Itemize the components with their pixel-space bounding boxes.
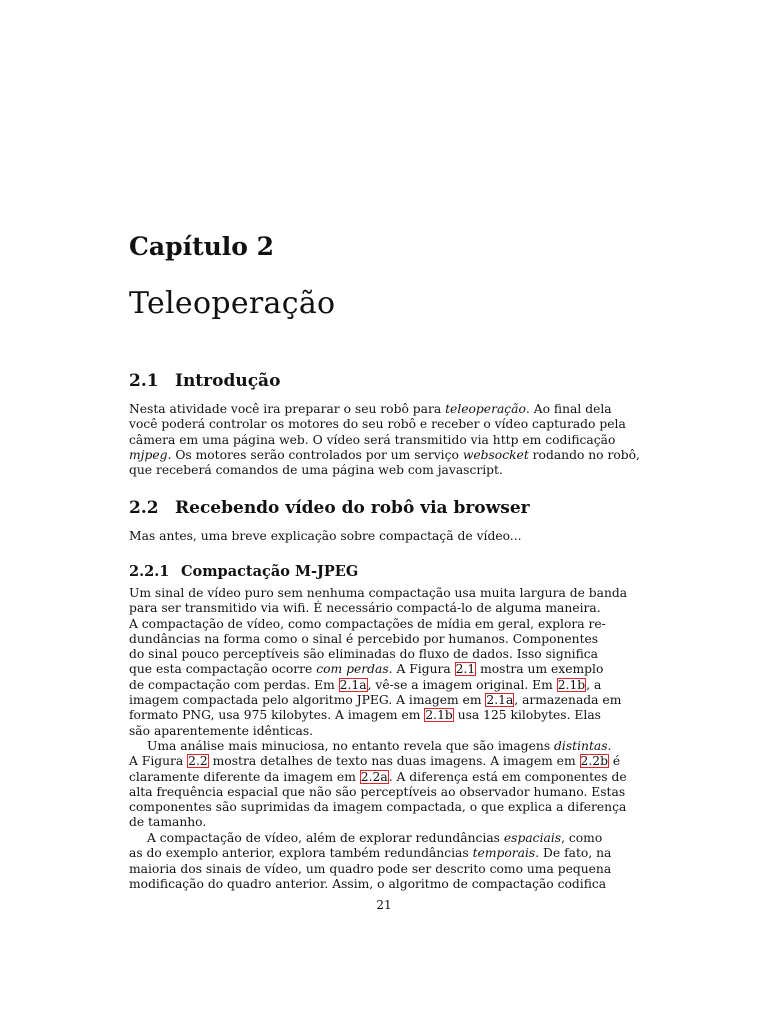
text-run: claramente diferente da imagem em (129, 769, 360, 784)
text-line (129, 815, 573, 830)
text-run: A compactação de vídeo, além de explorar redundâncias (147, 831, 504, 845)
section-title: Recebendo vídeo do robô via browser (175, 498, 530, 518)
cross-reference-link[interactable]: 2.1b (557, 677, 586, 692)
cross-reference-link[interactable]: 2.1a (339, 677, 367, 692)
text-run: Um sinal de vídeo puro sem nenhuma compactação usa muita largura de banda (129, 586, 628, 600)
text-run: usa 125 kilobytes. Elas (453, 708, 601, 723)
cross-reference-link[interactable]: 2.1a (486, 693, 514, 708)
emphasis: com perdas (316, 662, 389, 677)
text-run: Uma análise mais minuciosa, no entanto revela que são imagens (147, 739, 555, 753)
text-run: . A Figura (388, 662, 455, 677)
text-run: de compactação com perdas. Em (129, 677, 339, 692)
text-run: . Ao final dela (525, 402, 612, 416)
text-run: componentes são suprimidas da imagem compactada, o que explica a diferença (129, 800, 627, 815)
text-run: Nesta atividade você ira preparar o seu robô para (129, 402, 446, 416)
text-run: mostra detalhes de texto nas duas imagens. A imagem em (208, 754, 580, 769)
text-line (129, 402, 612, 417)
emphasis: temporais (472, 846, 536, 861)
cross-reference-link[interactable]: 2.2b (580, 754, 608, 769)
text-line (129, 846, 612, 861)
emphasis: websocket (462, 447, 529, 462)
section-heading-recebendo-video (129, 498, 573, 518)
text-line (129, 724, 573, 739)
text-line (129, 586, 628, 601)
text-line (129, 739, 612, 754)
text-run: maioria dos sinais de vídeo, um quadro pode ser descrito como uma pequena (129, 861, 612, 876)
text-run: alta frequência espacial que não são perceptíveis ao observador humano. Estas (129, 784, 626, 799)
text-line (129, 800, 627, 815)
intro-paragraph (129, 402, 640, 478)
text-run: . (607, 739, 612, 753)
text-line (129, 708, 601, 723)
text-line (129, 432, 616, 448)
text-line (129, 662, 604, 677)
text-line (129, 417, 626, 432)
text-run: , como (561, 831, 603, 845)
text-run: , vê-se a imagem original. Em (367, 677, 557, 692)
text-run: A compactação de vídeo, como compactações de mídia em geral, explora re- (129, 616, 606, 631)
text-line (129, 876, 607, 892)
text-run: câmera em uma página web. O vídeo será transmitido via http em codificação (129, 432, 616, 447)
text-line (129, 693, 622, 708)
text-run: para ser transmitido via wifi. É necessário compactá-lo de alguma maneira. (129, 601, 601, 616)
text-run: você poderá controlar os motores do seu robô e receber o vídeo capturado pela (129, 417, 626, 432)
text-line (129, 831, 603, 846)
text-run: que esta compactação ocorre (129, 662, 317, 677)
text-run: mostra um exemplo (476, 662, 604, 677)
text-line (129, 677, 602, 693)
text-line (129, 463, 573, 478)
text-run: , a (586, 677, 602, 692)
text-line (129, 754, 621, 769)
text-line (129, 769, 627, 785)
cross-reference-link[interactable]: 2.1b (425, 708, 453, 723)
section-title: Introdução (175, 371, 281, 391)
text-run: as do exemplo anterior, explora também redundâncias (129, 846, 473, 861)
text-run: formato PNG, usa 975 kilobytes. A imagem em (129, 708, 425, 723)
text-run: é (608, 754, 621, 769)
body-paragraph-1 (129, 586, 628, 739)
section-heading-introducao (129, 371, 573, 391)
section-number: 2.2 (129, 498, 159, 518)
emphasis: distintas (554, 739, 608, 753)
text-run: de tamanho. (129, 815, 207, 830)
text-line (129, 447, 640, 463)
page-number: 21 (376, 898, 392, 912)
text-line (129, 784, 626, 800)
text-run: dundâncias na forma como o sinal é percebido por humanos. Componentes (129, 631, 599, 646)
text-run: modificação do quadro anterior. Assim, o algoritmo de compactação codifica (129, 876, 607, 891)
text-line (129, 647, 598, 662)
text-run: são aparentemente idênticas. (129, 723, 314, 738)
text-line (129, 616, 606, 632)
text-run: . A diferença está em componentes de (388, 769, 627, 784)
section-intro-text: Mas antes, uma breve explicação sobre compactaçã de vídeo... (129, 529, 522, 543)
text-run: . De fato, na (535, 846, 612, 861)
text-line (129, 861, 612, 877)
chapter-title: Teleoperação (129, 286, 336, 321)
subsection-number: 2.2.1 (129, 563, 170, 580)
text-run: , armazenada em (514, 693, 622, 708)
chapter-label: Capítulo 2 (129, 232, 275, 261)
text-run: rodando no robô, (528, 447, 640, 462)
cross-reference-link[interactable]: 2.2a (360, 769, 388, 784)
cross-reference-link[interactable]: 2.1 (455, 662, 476, 677)
text-run: A Figura (129, 754, 188, 769)
text-line (129, 631, 599, 647)
emphasis: teleoperação (445, 402, 526, 416)
text-run: . Os motores serão controlados por um serviço (167, 447, 463, 462)
text-line (129, 601, 601, 616)
subsection-title: Compactação M-JPEG (181, 563, 359, 580)
text-run: do sinal pouco perceptíveis são eliminadas do fluxo de dados. Isso significa (129, 647, 598, 662)
section-number: 2.1 (129, 371, 159, 391)
emphasis: espaciais (503, 831, 562, 845)
text-run: que receberá comandos de uma página web com javascript. (129, 463, 503, 478)
cross-reference-link[interactable]: 2.2 (188, 754, 208, 769)
emphasis: mjpeg (129, 447, 168, 462)
body-paragraph-3 (129, 831, 612, 892)
subsection-heading-mjpeg (129, 563, 573, 580)
body-paragraph-2 (129, 739, 627, 831)
text-run: imagem compactada pelo algoritmo JPEG. A imagem em (129, 693, 486, 708)
